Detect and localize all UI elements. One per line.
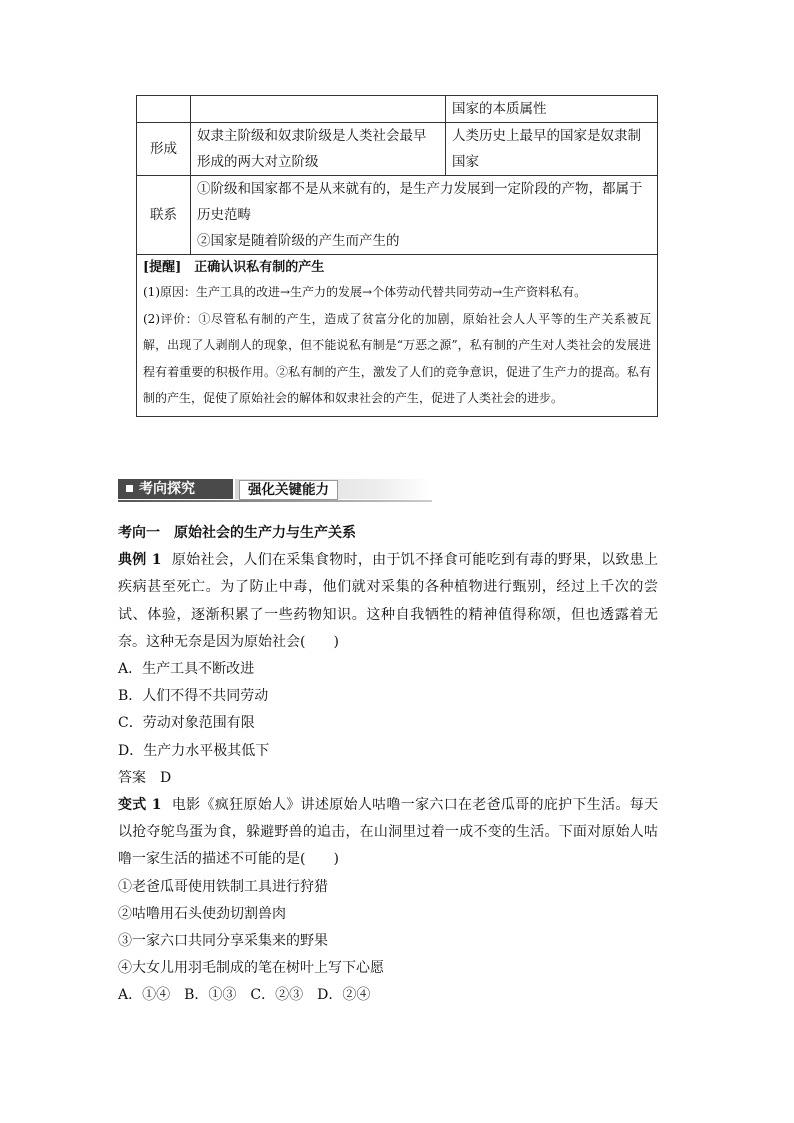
banner-dark-label: 考向探究 — [139, 481, 195, 497]
option-d: D．生产力水平极其低下 — [118, 742, 270, 759]
section-title: 考向一 原始社会的生产力与生产关系 — [118, 525, 356, 541]
section-banner — [118, 479, 432, 501]
link-cell — [191, 176, 658, 255]
link-point-2: ②国家是随着阶级的产生而产生的 — [197, 233, 400, 249]
example-1-answer: 答案 D — [118, 769, 172, 786]
variant-item-1: ①老爸瓜哥使用铁制工具进行狩猎 — [118, 878, 328, 895]
table-row — [137, 96, 658, 123]
table-row-formation — [137, 123, 658, 176]
option-c: C．劳动对象范围有限 — [118, 715, 255, 732]
row-label-formation: 形成 — [137, 123, 191, 176]
banner-light-label: 强化关键能力 — [239, 480, 338, 500]
variant-1-choices: A．①④ B．①③ C．②③ D．②④ — [118, 987, 371, 1004]
banner-rule — [118, 500, 432, 502]
row-label-link: 联系 — [137, 176, 191, 255]
option-b: B．人们不得不共同劳动 — [118, 688, 269, 705]
class-state-table — [136, 95, 658, 417]
tip-evaluation: (2)评价：①尽管私有制的产生，造成了贫富分化的加剧，原始社会人人平等的生产关系被瓦解，出现了人剥削人的现象，但不能说私有制是“万恶之源”，私有制的产生对人类社会的发展进程有着重要的积极作用。②私有制的产生，激发了人们的竞争意识，促进了生产力的提高。私有制的产生，促使了原始社会的解体和奴隶社会的产生，促进了人类社会的进步。 — [143, 311, 651, 405]
tip-cell — [137, 255, 658, 417]
table-cell — [191, 96, 446, 123]
square-bullet-icon — [126, 485, 133, 492]
link-point-1: ①阶级和国家都不是从来就有的，是生产力发展到一定阶段的产物，都属于历史范畴 — [197, 181, 643, 223]
variant-1-label: 变式 1 — [118, 797, 162, 814]
section-body — [118, 520, 658, 1010]
variant-item-4: ④大女儿用羽毛制成的笔在树叶上写下心愿 — [118, 960, 384, 977]
option-a: A．生产工具不断改进 — [118, 661, 255, 678]
table-row-tip — [137, 255, 658, 417]
example-1-label: 典例 1 — [118, 552, 162, 569]
variant-1-text: 电影《疯狂原始人》讲述原始人咕噜一家六口在老爸瓜哥的庇护下生活。每天以抢夺鸵鸟蛋为食，躲避野兽的追击，在山洞里过着一成不变的生活。下面对原始人咕噜一家生活的描述不可能的是( ) — [118, 797, 658, 868]
banner-light — [235, 479, 432, 499]
formation-state-cell: 人类历史上最早的国家是奴隶制国家 — [446, 123, 658, 176]
row-label — [137, 96, 191, 123]
example-1-stem — [118, 547, 658, 656]
table-row-link — [137, 176, 658, 255]
tip-reason: (1)原因：生产工具的改进→生产力的发展→个体劳动代替共同劳动→生产资料私有。 — [143, 285, 587, 299]
example-1-text: 原始社会，人们在采集食物时，由于饥不择食可能吃到有毒的野果，以致患上疾病甚至死亡。为了防止中毒，他们就对采集的各种植物进行甄别，经过上千次的尝试、体验，逐渐积累了一些药物知识。这种自我牺牲的精神值得称颂，但也透露着无奈。这种无奈是因为原始社会( ) — [118, 552, 658, 650]
table-cell: 国家的本质属性 — [446, 96, 658, 123]
tip-heading: [提醒] 正确认识私有制的产生 — [143, 260, 325, 275]
formation-class-cell: 奴隶主阶级和奴隶阶级是人类社会最早形成的两大对立阶级 — [191, 123, 446, 176]
variant-item-2: ②咕噜用石头使劲切割兽肉 — [118, 905, 286, 922]
variant-1-stem — [118, 792, 658, 874]
banner-dark — [118, 479, 233, 499]
variant-item-3: ③一家六口共同分享采集来的野果 — [118, 933, 328, 950]
